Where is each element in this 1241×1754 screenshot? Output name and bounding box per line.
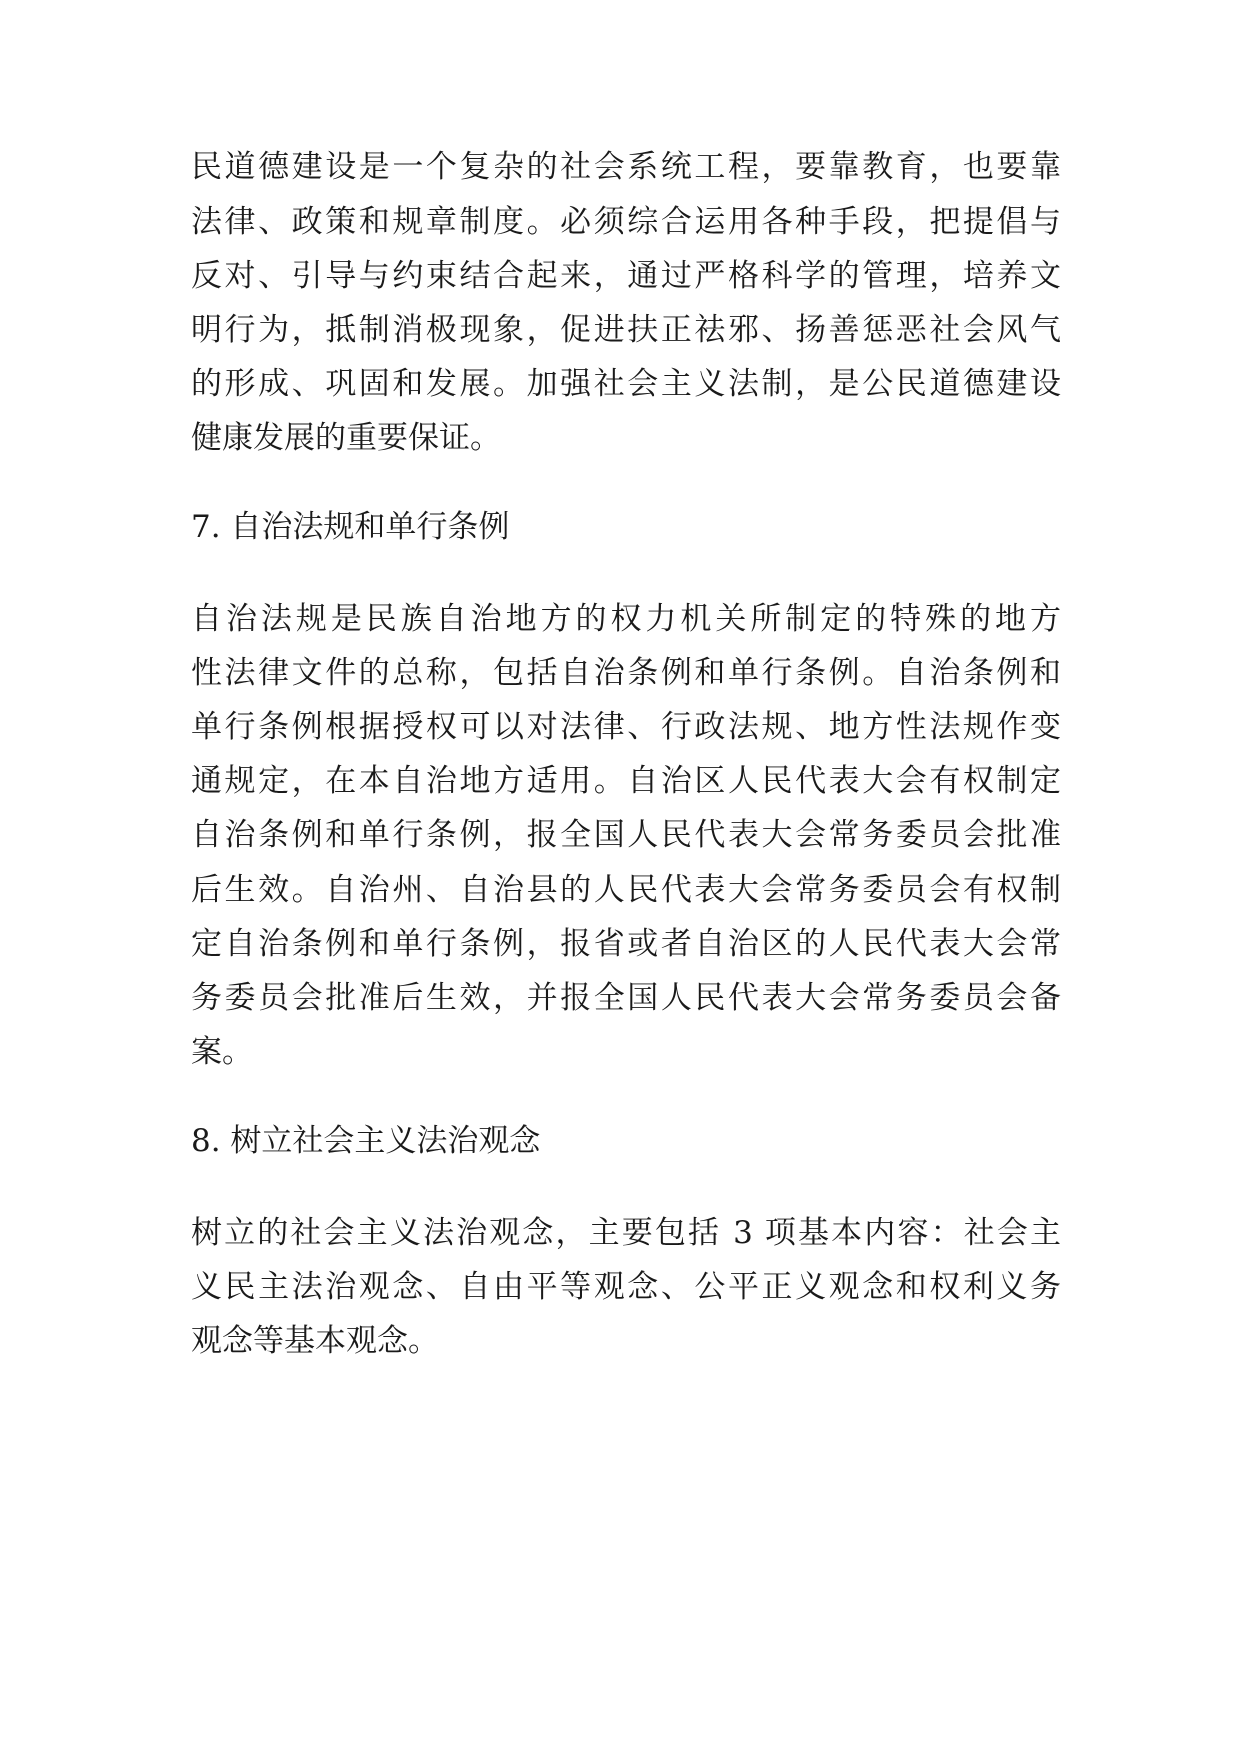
text-line: 民道德建设是一个复杂的社会系统工程，要靠教育，也要靠: [191, 149, 1061, 185]
text-line: 反对、引导与约束结合起来，通过严格科学的管理，培养文: [191, 258, 1061, 294]
text-line: 自治条例和单行条例，报全国人民代表大会常务委员会批准: [191, 817, 1061, 853]
text-line: 的形成、巩固和发展。加强社会主义法制，是公民道德建设: [191, 366, 1061, 402]
text-line: 明行为，抵制消极现象，促进扶正祛邪、扬善惩恶社会风气: [191, 312, 1061, 348]
text-line: 定自治条例和单行条例，报省或者自治区的人民代表大会常: [191, 926, 1061, 962]
text-line: 后生效。自治州、自治县的人民代表大会常务委员会有权制: [191, 872, 1061, 908]
text-line: 法律、政策和规章制度。必须综合运用各种手段，把提倡与: [191, 204, 1061, 240]
text-line: 观念等基本观念。: [191, 1323, 439, 1359]
text-line: 单行条例根据授权可以对法律、行政法规、地方性法规作变: [191, 709, 1061, 745]
text-line: 务委员会批准后生效，并报全国人民代表大会常务委员会备: [191, 980, 1061, 1016]
text-line: 义民主法治观念、自由平等观念、公平正义观念和权利义务: [191, 1269, 1061, 1305]
text-line: 通规定，在本自治地方适用。自治区人民代表大会有权制定: [191, 763, 1061, 799]
text-line: 树立的社会主义法治观念，主要包括 3 项基本内容：社会主: [191, 1215, 1061, 1251]
text-line: 健康发展的重要保证。: [191, 420, 501, 456]
text-line: 自治法规是民族自治地方的权力机关所制定的特殊的地方: [191, 601, 1061, 637]
text-line: 案。: [191, 1034, 253, 1070]
text-line: 性法律文件的总称，包括自治条例和单行条例。自治条例和: [191, 655, 1061, 691]
section-heading-7: 7. 自治法规和单行条例: [191, 509, 510, 545]
section-heading-8: 8. 树立社会主义法治观念: [191, 1123, 541, 1159]
